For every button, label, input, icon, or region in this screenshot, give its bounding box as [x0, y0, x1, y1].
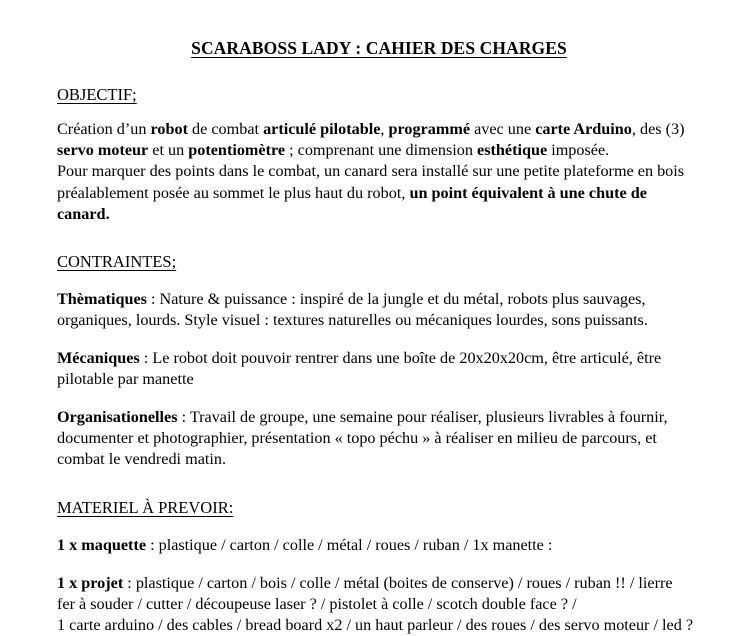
text-thematiques: : Nature & puissance : inspiré de la jungle et du métal, robots plus sauvages, organiques, lourds. Style visuel : textures naturelles ou mécaniques lourdes, sons puissants.: [57, 290, 648, 330]
text-projet-line-3: 1 carte arduino / des cables / bread board x2 / un haut parleur / des roues / des servo moteur / led ?: [57, 616, 694, 635]
text-frag: , des (3): [631, 120, 685, 139]
paragraph-mecaniques: [57, 348, 701, 390]
text-organisationelles: : Travail de groupe, une semaine pour réaliser, plusieurs livrables à fournir, documenter et photographier, présentation « topo péchu » à réaliser en milieu de parcours, et combat le vendredi matin.: [57, 408, 668, 469]
paragraph-maquette: [57, 535, 701, 556]
label-mecaniques: Mécaniques: [57, 349, 140, 368]
text-frag-bold: esthétique: [477, 141, 548, 160]
text-frag-bold: programmé: [388, 120, 471, 139]
section-heading-contraintes: [57, 251, 701, 272]
label-thematiques: Thèmatiques: [57, 290, 147, 309]
label-organisationelles: Organisationelles: [57, 408, 178, 427]
paragraph-objectif-2: [57, 161, 701, 224]
section-heading-objectif: [57, 84, 701, 105]
text-mecaniques: : Le robot doit pouvoir rentrer dans une boîte de 20x20x20cm, être articulé, être pilotable par manette: [57, 349, 662, 389]
text-frag-bold: carte Arduino: [535, 120, 632, 139]
text-frag-bold: potentiomètre: [188, 141, 286, 160]
text-frag: de combat: [188, 120, 264, 139]
paragraph-thematiques: [57, 289, 701, 331]
label-projet: 1 x projet: [57, 574, 124, 592]
text-frag: ,: [380, 120, 389, 139]
text-frag-bold: un point équivalent à une chute de canard.: [57, 183, 647, 223]
section-heading-objectif-text: OBJECTIF;: [57, 84, 137, 104]
text-frag-bold: servo moteur: [57, 141, 149, 160]
section-heading-materiel: [57, 497, 701, 518]
text-frag: imposée.: [547, 141, 610, 160]
page-title-underlined: SCARABOSS LADY : CAHIER DES CHARGES: [191, 38, 567, 58]
text-frag-bold: articulé pilotable: [263, 120, 381, 139]
section-heading-contraintes-text: CONTRAINTES;: [57, 251, 177, 271]
text-frag: Pour marquer des points dans le combat, un canard sera installé sur une petite plateforme en bois préalablement posée au sommet le plus haut du robot,: [57, 162, 685, 202]
text-frag: avec une: [470, 120, 536, 139]
text-frag-bold: robot: [150, 120, 188, 139]
paragraph-objectif-1: [57, 119, 701, 161]
page-title: [57, 38, 701, 60]
text-frag: et un: [148, 141, 189, 160]
text-projet-line-2: fer à souder / cutter / découpeuse laser ? / pistolet à colle / scotch double face ? /: [57, 595, 577, 614]
text-frag: Création d’un: [57, 120, 151, 139]
text-frag: ; comprenant une dimension: [285, 141, 478, 160]
paragraph-organisationelles: [57, 407, 701, 470]
text-maquette: : plastique / carton / colle / métal / roues / ruban / 1x manette :: [146, 535, 553, 554]
text-projet-line-1: : plastique / carton / bois / colle / métal (boites de conserve) / roues / ruban !! / lierre: [123, 574, 673, 592]
section-heading-materiel-text: MATERIEL À PREVOIR:: [57, 497, 234, 517]
label-maquette: 1 x maquette: [57, 535, 147, 554]
paragraph-projet: [57, 573, 701, 636]
